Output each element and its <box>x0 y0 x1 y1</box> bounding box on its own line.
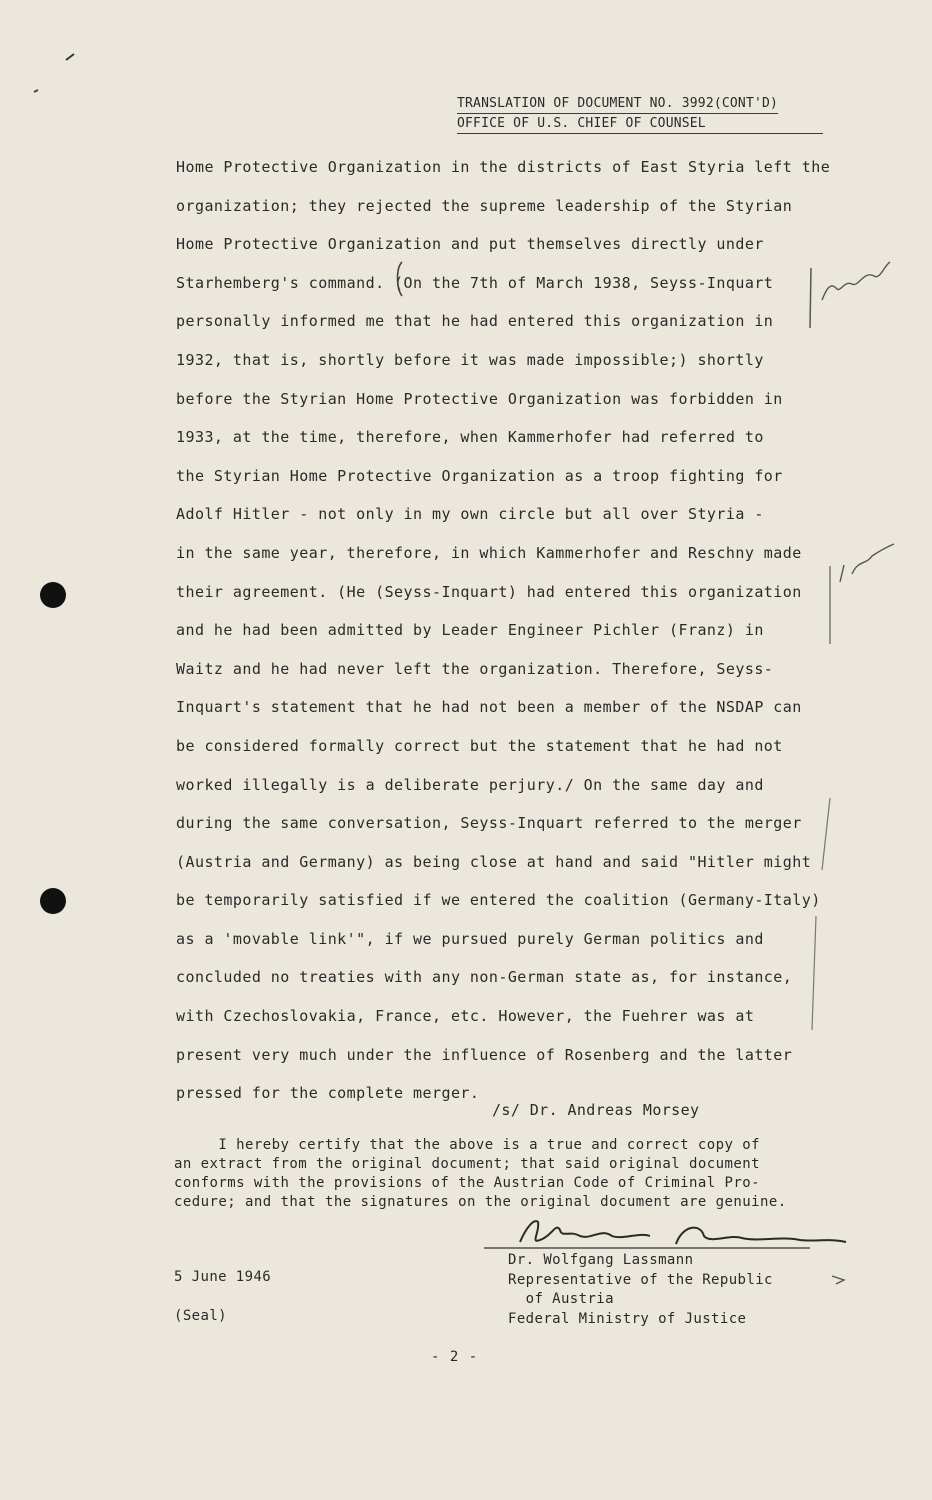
seal-label: (Seal) <box>174 1308 227 1324</box>
certifier-ministry: Federal Ministry of Justice <box>508 1310 747 1327</box>
margin-bar <box>810 268 811 328</box>
body-line: 1932, that is, shortly before it was made impossible;) shortly <box>176 350 764 369</box>
header-document-number: TRANSLATION OF DOCUMENT NO. 3992(CONT'D) <box>457 94 778 114</box>
body-line: Home Protective Organization in the districts of East Styria left the <box>176 158 831 176</box>
body-line: and he had been admitted by Leader Engineer Pichler (Franz) in <box>176 621 764 640</box>
body-line: in the same year, therefore, in which Kammerhofer and Reschny made <box>176 543 802 562</box>
body-line: worked illegally is a deliberate perjury./ On the same day and <box>176 775 764 794</box>
certification-line: an extract from the original document; that said original document <box>174 1156 760 1172</box>
body-line: with Czechoslovakia, France, etc. However, the Fuehrer was at <box>176 1007 755 1026</box>
body-line: be considered formally correct but the statement that he had not <box>176 736 783 755</box>
body-line: present very much under the influence of Rosenberg and the latter <box>176 1045 793 1064</box>
document-date: 5 June 1946 <box>174 1269 272 1285</box>
header-office: OFFICE OF U.S. CHIEF OF COUNSEL <box>457 114 823 134</box>
margin-bar <box>812 798 830 1030</box>
margin-mark <box>832 1276 844 1284</box>
body-line: concluded no treaties with any non-German state as, for instance, <box>176 968 793 987</box>
margin-scribble <box>822 262 890 300</box>
stray-mark <box>66 54 74 60</box>
handwritten-signature <box>520 1221 846 1244</box>
certification-line: I hereby certify that the above is a true and correct copy of <box>174 1137 760 1153</box>
certification-line: conforms with the provisions of the Austrian Code of Criminal Pro- <box>174 1175 760 1191</box>
body-line: Adolf Hitler - not only in my own circle but all over Styria - <box>176 505 764 524</box>
signature-morsey: /s/ Dr. Andreas Morsey <box>492 1101 700 1119</box>
page-number: - 2 - <box>431 1349 479 1365</box>
body-line: 1933, at the time, therefore, when Kammerhofer had referred to <box>176 428 764 447</box>
certifier-title: of Austria <box>508 1291 614 1307</box>
certifier-title: Representative of the Republic <box>508 1271 773 1288</box>
body-line: during the same conversation, Seyss-Inquart referred to the merger <box>176 814 802 833</box>
body-line: as a 'movable link'", if we pursued purely German politics and <box>176 929 764 948</box>
body-line: Waitz and he had never left the organization. Therefore, Seyss- <box>176 659 774 678</box>
certifier-name: Dr. Wolfgang Lassmann <box>508 1252 694 1268</box>
certification-line: cedure; and that the signatures on the original document are genuine. <box>174 1194 787 1210</box>
body-line: before the Styrian Home Protective Organization was forbidden in <box>176 389 783 408</box>
body-line: the Styrian Home Protective Organization as a troop fighting for <box>176 466 783 485</box>
bracket-mark <box>398 262 403 296</box>
body-line: be temporarily satisfied if we entered the coalition (Germany-Italy) <box>176 891 821 910</box>
body-line: pressed for the complete merger. <box>176 1084 480 1103</box>
margin-scribble <box>840 544 894 582</box>
body-line: organization; they rejected the supreme leadership of the Styrian <box>176 196 793 215</box>
body-line: their agreement. (He (Seyss-Inquart) had entered this organization <box>176 582 802 601</box>
body-line: (Austria and Germany) as being close at hand and said "Hitler might <box>176 852 812 871</box>
stray-mark <box>34 90 38 92</box>
body-line: Inquart's statement that he had not been a member of the NSDAP can <box>176 698 802 717</box>
body-line: personally informed me that he had entered this organization in <box>176 312 774 331</box>
body-line: Home Protective Organization and put themselves directly under <box>176 235 764 254</box>
body-line: Starhemberg's command. (On the 7th of March 1938, Seyss-Inquart <box>176 273 774 292</box>
